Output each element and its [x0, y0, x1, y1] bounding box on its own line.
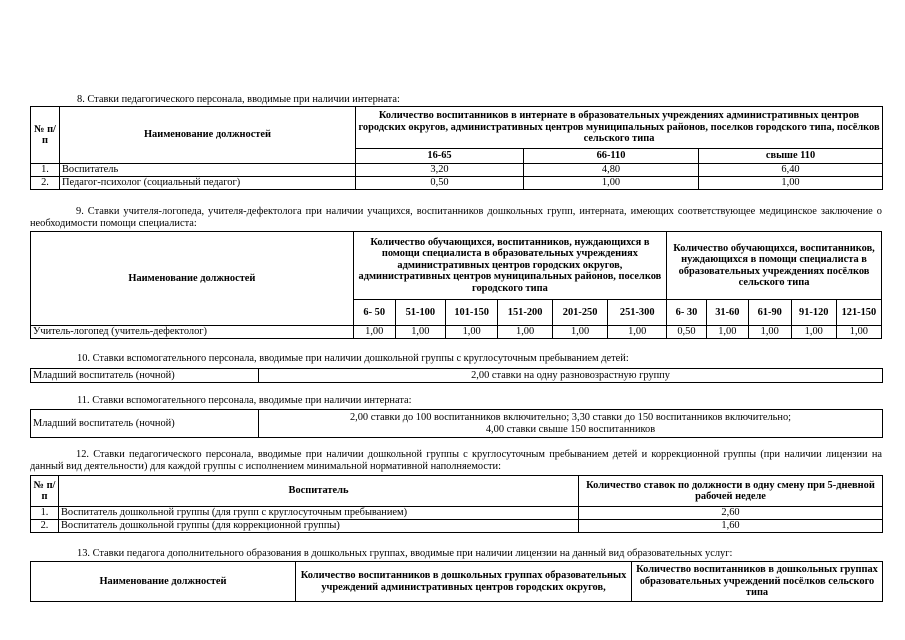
- table-section-8: [30, 106, 883, 190]
- cell-value: 1,00: [836, 326, 881, 339]
- section-9-title: 9. Ставки учителя-логопеда, учителя-дефектолога при наличии учащихся, воспитанников дошкольных групп, интерната, имеющих соответствующее медицинское заключение о необходимости помощи специалиста:: [30, 206, 882, 229]
- cell-position: Воспитатель: [60, 164, 356, 177]
- cell-value: 1,00: [706, 326, 748, 339]
- cell-value: 1,00: [748, 326, 791, 339]
- cell-position: Младший воспитатель (ночной): [31, 369, 259, 383]
- col-header-range: 61-90: [748, 300, 791, 326]
- col-header-name: Наименование должностей: [60, 107, 356, 164]
- cell-position: Воспитатель дошкольной группы (для групп с круглосуточным пребыванием): [59, 507, 579, 520]
- cell-num: 1.: [31, 507, 59, 520]
- section-11-title: 11. Ставки вспомогательного персонала, вводимые при наличии интерната:: [77, 395, 412, 406]
- col-header-quantity: Количество ставок по должности в одну смену при 5-дневной рабочей неделе: [579, 476, 883, 507]
- cell-value: 1,00: [552, 326, 608, 339]
- col-header-range: 101-150: [445, 300, 497, 326]
- cell-value: 1,00: [445, 326, 497, 339]
- table-row: [31, 326, 882, 339]
- cell-value: 4,80: [524, 164, 699, 177]
- cell-position: Учитель-логопед (учитель-дефектолог): [31, 326, 354, 339]
- col-header-name: Наименование должностей: [31, 232, 354, 326]
- col-header-range: 201-250: [552, 300, 608, 326]
- col-header-range: 121-150: [836, 300, 881, 326]
- col-header-range: 66-110: [524, 149, 699, 164]
- table-row: [31, 507, 883, 520]
- cell-value: 1,00: [608, 326, 667, 339]
- col-header-rural: Количество воспитанников в дошкольных группах образовательных учреждений посёлков сельского типа: [632, 562, 883, 602]
- col-header-quantity: Количество воспитанников в интернате в образовательных учреждениях административных центров городских округов, административных центров муниципальных районов, поселков городского типа, посёлков сельского типа: [356, 107, 883, 149]
- col-header-rural: Количество обучающихся, воспитанников, нуждающихся в помощи специалиста в образовательных учреждениях посёлков сельского типа: [667, 232, 882, 300]
- col-header-range: 16-65: [356, 149, 524, 164]
- col-header-num: № п/п: [31, 476, 59, 507]
- col-header-urban: Количество обучающихся, воспитанников, нуждающихся в помощи специалиста в образовательных учреждениях административных центров городских округов, административных центров муниципальных районов, поселков городского типа: [353, 232, 666, 300]
- col-header-name: Наименование должностей: [31, 562, 296, 602]
- cell-num: 2.: [31, 177, 60, 190]
- table-section-10: [30, 368, 883, 383]
- table-row: [31, 369, 883, 383]
- section-8-title: 8. Ставки педагогического персонала, вводимые при наличии интерната:: [77, 94, 400, 105]
- col-header-urban: Количество воспитанников в дошкольных группах образовательных учреждений административных центров городских округов,: [296, 562, 632, 602]
- cell-value: 1,00: [524, 177, 699, 190]
- value-line: 2,00 ставки до 100 воспитанников включительно; 3,30 ставки до 150 воспитанников включительно;: [349, 412, 792, 423]
- cell-value: 2,00 ставки на одну разновозрастную группу: [259, 369, 883, 383]
- value-line: 4,00 ставки свыше 150 воспитанников: [485, 423, 656, 435]
- cell-value: 1,00: [395, 326, 445, 339]
- table-row: [31, 410, 883, 438]
- col-header-range: 6- 30: [667, 300, 707, 326]
- section-10-title: 10. Ставки вспомогательного персонала, вводимые при наличии дошкольной группы с круглосуточным пребыванием детей:: [77, 353, 629, 364]
- cell-position: Младший воспитатель (ночной): [31, 410, 259, 438]
- col-header-name: Воспитатель: [59, 476, 579, 507]
- cell-num: 2.: [31, 520, 59, 533]
- col-header-num: № п/п: [31, 107, 60, 164]
- section-13-title: 13. Ставки педагога дополнительного образования в дошкольных группах, вводимые при наличии лицензии на данный вид образовательных услуг:: [77, 548, 733, 559]
- cell-value: 2,60: [579, 507, 883, 520]
- cell-value: 0,50: [356, 177, 524, 190]
- col-header-range: свыше 110: [699, 149, 883, 164]
- table-section-9: [30, 231, 882, 339]
- col-header-range: 6- 50: [353, 300, 395, 326]
- table-row: [31, 177, 883, 190]
- col-header-range: 151-200: [498, 300, 552, 326]
- cell-value: 6,40: [699, 164, 883, 177]
- cell-value: 1,00: [791, 326, 836, 339]
- col-header-range: 51-100: [395, 300, 445, 326]
- cell-position: Педагог-психолог (социальный педагог): [60, 177, 356, 190]
- cell-value: [259, 410, 883, 438]
- cell-value: 0,50: [667, 326, 707, 339]
- col-header-range: 251-300: [608, 300, 667, 326]
- cell-num: 1.: [31, 164, 60, 177]
- section-12-title: 12. Ставки педагогического персонала, вводимые при наличии дошкольной группы с круглосуточным пребыванием детей и коррекционной группы (при наличии лицензии на данный вид деятельности) для каждой группы с исполнением минимальной нормативной наполняемости:: [30, 449, 882, 472]
- col-header-range: 31-60: [706, 300, 748, 326]
- table-section-11: [30, 409, 883, 438]
- table-row: [31, 520, 883, 533]
- cell-value: 1,00: [699, 177, 883, 190]
- cell-value: 3,20: [356, 164, 524, 177]
- col-header-range: 91-120: [791, 300, 836, 326]
- cell-position: Воспитатель дошкольной группы (для коррекционной группы): [59, 520, 579, 533]
- cell-value: 1,60: [579, 520, 883, 533]
- table-section-12: [30, 475, 883, 533]
- table-row: [31, 164, 883, 177]
- cell-value: 1,00: [353, 326, 395, 339]
- cell-value: 1,00: [498, 326, 552, 339]
- table-section-13: [30, 561, 883, 602]
